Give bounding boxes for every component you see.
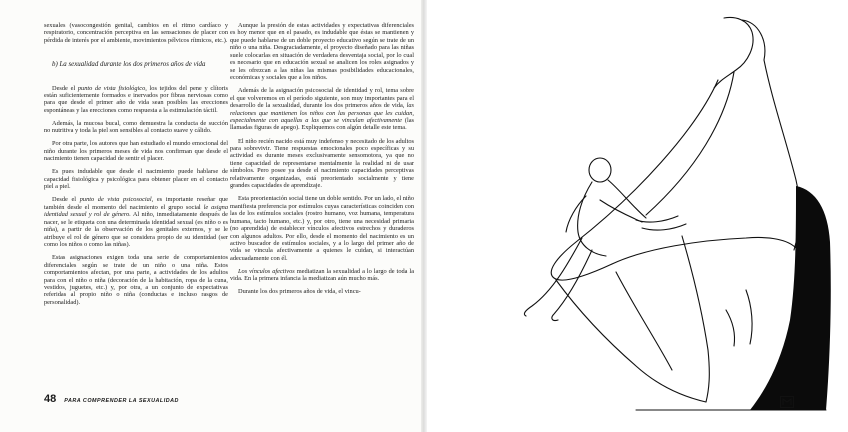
paragraph: Esta preorientación social tiene un doble sentido. Por un lado, el niño manifiesta preferencia por estímulos cuyas características coinciden con las de los estímulos sociales (rostro humano, voz humana, temperatura humana, tacto humano, etc.) y, por otro, tiene una necesidad primaria (no aprendida) de establecer vínculos afectivos estrechos y duraderos con algunos adultos. Por ello, desde el momento del nacimiento es un activo buscador de estímulos sociales, y a lo largo del primer año de vida se vincula afectivamente a quienes le cuidan, si interactúan adecuadamente con él. <box>230 195 414 262</box>
paragraph: sexuales (vasocongestión genital, cambios en el ritmo cardíaco y respiratorio, concentración perceptiva en las sensaciones de placer con pérdida de interés por el ambiente, movimientos pélvicos rítmicos, etc.). <box>44 22 228 44</box>
text-column-left <box>44 22 228 390</box>
running-title: PARA COMPRENDER LA SEXUALIDAD <box>64 398 179 404</box>
paragraph: Aunque la presión de estas actividades y expectativas diferenciales es hoy menor que en el pasado, es indudable que éstas se mantienen y que puede hablarse de un doble proyecto educativo según se trate de un niño o una niña. Desgraciadamente, el proyecto diseñado para las niñas suele colocarlas en situación de verdadera desventaja social, por lo cual es necesario que en educación sexual se analicen los roles asignados y se les ofrezcan a las niñas las mismas posibilidades educacionales, económicas y sociales que a los niños. <box>230 22 414 82</box>
paragraph: Además, la mucosa bucal, como demuestra la conducta de succión no nutritiva y toda la piel son sensibles al contacto suave y cálido. <box>44 119 228 135</box>
shadow-shape <box>750 186 831 410</box>
paragraph: Desde el punto de vista fisiológico, los tejidos del pene y clítoris están suficientemente formados e inervados por fibras nerviosas como para que desde el primer año de vida sean posibles las erecciones espontáneas y las erecciones como respuesta a la estimulación táctil. <box>44 84 228 114</box>
artist-monogram-icon <box>780 396 794 408</box>
mother-child-illustration <box>496 10 836 422</box>
paragraph: Por otra parte, los autores que han estudiado el mundo emocional del niño durante los primeros meses de vida nos confirman que desde el nacimiento tienen capacidad de sentir el placer. <box>44 140 228 163</box>
book-gutter <box>421 0 427 432</box>
section-heading: b) La sexualidad durante los dos primeros años de vida <box>52 61 206 69</box>
paragraph: El niño recién nacido está muy indefenso y necesitado de los adultos para sobrevivir. Tiene respuestas emocionales poco específicas y su actividad es durante meses exclusivamente sensomotora, ya que no tiene capacidad de representarse mentalmente la realidad ni de usar símbolos. Pero posee ya desde el nacimiento capacidades perceptivas relativamente organizadas, está preorientado socialmente y tiene grandes capacidades de aprendizaje. <box>230 137 414 190</box>
page-footer <box>44 393 179 407</box>
paragraph: Además de la asignación psicosocial de identidad y rol, tema sobre el que volveremos en el período siguiente, son muy importantes para el desarrollo de la sexualidad, durante los dos primeros años de vida, las relaciones que mantienen los niños con las personas que les cuidan, especialmente con aquellas a las que se vinculan afectivamente (las llamadas figuras de apego). Expliquemos con algún detalle este tema. <box>230 87 414 132</box>
paragraph: Desde el punto de vista psicosocial, es importante reseñar que también desde el momento del nacimiento el grupo social le asigna identidad sexual y rol de género. Al niño, inmediatamente después de nacer, se le etiqueta con una determinada identidad sexual (es niño o es niña), a partir de la observación de los genitales externos, y se le atribuye el rol de género que se considera propio de su identidad (ser como los niños o como las niñas). <box>44 196 228 249</box>
paragraph: Durante los dos primeros años de vida, el vincu- <box>238 288 361 296</box>
page-number: 48 <box>44 393 57 405</box>
paragraph: Estas asignaciones exigen toda una serie de comportamientos diferenciales según se trate de un niño o una niña. Estos comportamientos afectan, por una parte, a actividades de los adultos para con el niño o niña (decoración de la habitación, ropa de la cuna, vestidos, juguetes, etc.) y, por otra, a un conjunto de expectativas referidas al propio niño o niña (conductas e incluso rasgos de personalidad). <box>44 254 228 306</box>
paragraph: Los vínculos afectivos mediatizan la sexualidad a lo largo de toda la vida. En la primera infancia la mediatizan aún mucho más. <box>230 267 414 283</box>
text-column-right <box>230 22 414 394</box>
paragraph: Es pues indudable que desde el nacimiento puede hablarse de capacidad fisiológica y psicológica para obtener placer en el contacto piel a piel. <box>44 168 228 191</box>
